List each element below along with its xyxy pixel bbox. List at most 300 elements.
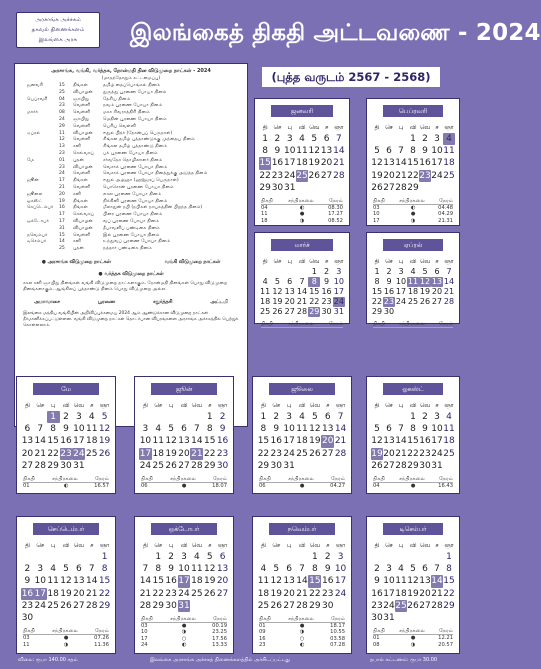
day-cell: 8 bbox=[260, 424, 267, 435]
holiday-month bbox=[27, 246, 59, 253]
footer-postage: தபால் கட்டணம்: ரூபா 30.00 bbox=[370, 657, 438, 663]
holiday-weekday: புதன் bbox=[73, 157, 84, 163]
day-cell: 17 bbox=[73, 436, 85, 447]
day-cell: 21 bbox=[395, 170, 407, 181]
day-cell: 7 bbox=[337, 412, 344, 422]
moon-phase-table bbox=[373, 476, 453, 489]
day-cell: 28 bbox=[431, 600, 443, 611]
day-cell: 21 bbox=[333, 158, 345, 169]
empty-day-cell bbox=[395, 133, 407, 145]
holiday-weekday: வெள்ளி bbox=[73, 137, 91, 143]
holiday-month bbox=[27, 165, 59, 172]
day-cell: 11 bbox=[395, 576, 407, 587]
phase-symbol: ◐ bbox=[410, 205, 416, 211]
month-calendar bbox=[134, 376, 234, 494]
day-cell: 3 bbox=[386, 564, 392, 575]
day-cell: 26 bbox=[371, 182, 383, 193]
footer-printer: இலங்கை அரசாங்க அச்சகத் திணைக்களத்தில் அச்சிடப்பட்டது bbox=[150, 657, 290, 663]
day-cell: 26 bbox=[407, 600, 419, 611]
weekday-label: வி bbox=[62, 543, 70, 549]
day-cell: 2 bbox=[24, 564, 31, 575]
holiday-date: 14 bbox=[59, 239, 65, 245]
day-cell: 24 bbox=[73, 448, 85, 459]
day-cell: 15 bbox=[259, 158, 271, 169]
month-calendar bbox=[134, 516, 234, 654]
day-cell: 10 bbox=[283, 146, 296, 157]
day-cell: 26 bbox=[419, 297, 431, 306]
day-cell: 23 bbox=[270, 448, 282, 459]
holiday-date: 13 bbox=[59, 144, 65, 150]
day-cell: 20 bbox=[216, 576, 229, 587]
phase-date: 11 bbox=[23, 641, 30, 648]
day-cell: 6 bbox=[386, 424, 392, 435]
empty-day-cell bbox=[165, 411, 178, 423]
day-cell: 23 bbox=[371, 600, 383, 611]
weekday-label: வி bbox=[180, 543, 188, 549]
empty-day-cell bbox=[72, 551, 85, 563]
day-cell: 4 bbox=[262, 277, 268, 286]
phase-symbol: ● bbox=[299, 623, 305, 629]
day-cell: 25 bbox=[85, 448, 98, 459]
day-cell: 15 bbox=[47, 436, 59, 447]
day-cell: 9 bbox=[168, 564, 174, 575]
day-cell: 7 bbox=[446, 267, 452, 276]
day-cell: 18 bbox=[260, 297, 271, 306]
day-cell: 24 bbox=[431, 448, 443, 459]
day-cell: 7 bbox=[142, 564, 149, 575]
holiday-date: 31 bbox=[59, 225, 65, 231]
weekday-label: ஞா bbox=[444, 125, 454, 131]
weekday-label: வெ bbox=[309, 259, 320, 265]
holiday-month: ஒக்டோபர் bbox=[27, 218, 49, 224]
day-cell: 6 bbox=[434, 267, 440, 276]
moon-phase-header: நேரம் bbox=[439, 321, 453, 327]
empty-day-cell bbox=[296, 460, 309, 472]
day-cell: 27 bbox=[320, 170, 333, 181]
holiday-month bbox=[27, 185, 59, 192]
holiday-row bbox=[15, 151, 247, 158]
day-cell: 3 bbox=[37, 564, 44, 575]
weekday-label: செ bbox=[272, 543, 281, 549]
day-cell: 25 bbox=[443, 448, 455, 459]
day-cell: 8 bbox=[410, 146, 416, 157]
moon-phase-header: நேரம் bbox=[331, 616, 345, 622]
moon-phase-header: நேரம் bbox=[439, 198, 453, 204]
holiday-name: தமிழ் தைப்பொங்கல் தினம் bbox=[103, 83, 160, 88]
empty-day-cell bbox=[443, 307, 455, 317]
empty-day-cell bbox=[296, 551, 309, 563]
holiday-row bbox=[15, 212, 247, 219]
day-cell: 22 bbox=[98, 588, 111, 599]
weekday-label: வி bbox=[409, 125, 417, 131]
day-cell: 27 bbox=[73, 600, 85, 611]
empty-day-cell bbox=[308, 460, 321, 472]
holiday-weekday: ஞாயிறு bbox=[73, 96, 89, 102]
day-cell: 14 bbox=[296, 576, 308, 587]
weekday-label: வெ bbox=[419, 403, 431, 409]
day-cell: 22 bbox=[443, 588, 455, 599]
phase-symbol: ◐ bbox=[299, 642, 305, 649]
day-cell: 25 bbox=[443, 170, 455, 181]
month-name: மே bbox=[33, 383, 99, 395]
day-cell: 23 bbox=[21, 600, 34, 611]
weekday-label: வெ bbox=[309, 543, 320, 549]
day-cell: 28 bbox=[443, 297, 455, 306]
weekday-label: வெ bbox=[191, 403, 202, 409]
month-calendar bbox=[366, 232, 460, 327]
moon-phase-header: சந்திரகலை bbox=[52, 628, 78, 635]
empty-day-cell bbox=[139, 551, 152, 563]
holiday-date: 15 bbox=[59, 232, 65, 238]
moon-phase-header: நேரம் bbox=[439, 476, 453, 482]
day-cell: 11 bbox=[47, 576, 59, 587]
day-cell: 13 bbox=[284, 287, 295, 296]
empty-day-cell bbox=[284, 267, 296, 277]
legend-mercantile: ● வர்த்தக விடுமுறை நாட்கள் bbox=[98, 271, 164, 277]
weekday-label: பு bbox=[286, 543, 292, 549]
day-cell: 25 bbox=[152, 460, 164, 471]
day-cell: 26 bbox=[371, 460, 383, 471]
holiday-weekday: வியாழன் bbox=[73, 218, 93, 224]
day-cell: 9 bbox=[374, 576, 380, 587]
day-cell: 12 bbox=[309, 424, 321, 435]
day-cell: 10 bbox=[178, 564, 190, 575]
weekday-label: ச bbox=[326, 543, 330, 549]
weekday-label: வி bbox=[409, 543, 417, 549]
day-grid bbox=[371, 541, 455, 624]
phase-date: 17 bbox=[141, 635, 148, 642]
day-cell: 26 bbox=[60, 600, 72, 611]
day-cell: 19 bbox=[60, 588, 72, 599]
day-cell: 1 bbox=[410, 412, 416, 422]
day-cell: 9 bbox=[422, 424, 428, 435]
day-cell: 23 bbox=[216, 448, 229, 459]
day-cell: 11 bbox=[257, 576, 270, 587]
day-cell: 20 bbox=[383, 448, 395, 459]
day-cell: 20 bbox=[283, 588, 295, 599]
day-cell: 30 bbox=[321, 307, 332, 316]
day-cell: 17 bbox=[34, 588, 46, 599]
holiday-month bbox=[27, 103, 59, 110]
holiday-name: நிக்கினி பூரணை போயா தினம் bbox=[103, 198, 168, 204]
day-cell: 10 bbox=[73, 424, 85, 435]
phase-date: 06 bbox=[141, 483, 148, 489]
day-cell: 8 bbox=[410, 424, 416, 435]
day-cell: 9 bbox=[219, 424, 226, 435]
empty-day-cell bbox=[283, 551, 296, 563]
phase-time: 08.30 bbox=[328, 205, 343, 211]
day-cell: 24 bbox=[431, 170, 443, 181]
empty-day-cell bbox=[271, 267, 283, 277]
day-cell: 17 bbox=[431, 158, 443, 169]
weekday-label: ஞா bbox=[444, 403, 454, 409]
empty-day-cell bbox=[407, 307, 419, 317]
day-cell: 18 bbox=[407, 287, 419, 296]
empty-day-cell bbox=[407, 551, 419, 563]
holiday-name: ஈதுல் அழ்ஹா (ஹஜ்ஜுப் பெருநாள்) bbox=[103, 178, 179, 184]
weekday-label: தி bbox=[374, 543, 380, 549]
day-cell: 14 bbox=[85, 576, 98, 587]
empty-day-cell bbox=[320, 182, 332, 194]
day-cell: 19 bbox=[270, 588, 282, 599]
phase-date: 04 bbox=[261, 205, 268, 211]
weekday-label: ச bbox=[324, 125, 329, 131]
weekday-label: செ bbox=[36, 403, 45, 409]
day-cell: 23 bbox=[321, 297, 332, 306]
moon-phase-header: சந்திரகலை bbox=[288, 321, 314, 327]
day-cell: 5 bbox=[273, 564, 280, 575]
moon-phase-header: திகதி bbox=[373, 198, 385, 204]
weekday-label: ஞா bbox=[99, 543, 110, 549]
day-cell: 1 bbox=[311, 267, 317, 276]
day-cell: 7 bbox=[434, 564, 440, 575]
moon-phase-header: சந்திரகலை bbox=[288, 476, 314, 482]
moon-legend-quarter: சதுர்த்தசி bbox=[153, 300, 173, 306]
holiday-notes: சகல சனி ஞாயிறு தினங்கள் வங்கி விடுமுறை நாட்களாகும். நோன்மதி தினங்கள் பொது விடுமுறை தினங்களாகும். ஆங்கிலப் புத்தாண்டு தினம் பொது விடுமுறை அல்ல. bbox=[23, 280, 228, 293]
holiday-weekday: வெள்ளி bbox=[73, 103, 91, 109]
holiday-row bbox=[15, 226, 247, 233]
empty-day-cell bbox=[395, 307, 407, 317]
month-name: மார்ச் bbox=[271, 239, 333, 251]
day-cell: 10 bbox=[383, 576, 395, 587]
day-cell: 6 bbox=[24, 424, 31, 435]
weekday-label: வெ bbox=[419, 125, 431, 131]
holiday-row bbox=[15, 178, 247, 185]
moon-legend-new: அமாவாசை bbox=[33, 300, 60, 306]
phase-time: 07.26 bbox=[94, 635, 110, 642]
month-name: ஓகஸ்ட் bbox=[383, 383, 443, 395]
month-name: ஜூன் bbox=[151, 383, 217, 395]
holiday-date: 17 bbox=[59, 218, 65, 224]
day-cell: 18 bbox=[191, 576, 203, 587]
holiday-row bbox=[15, 185, 247, 192]
day-cell: 3 bbox=[434, 134, 440, 144]
day-cell: 13 bbox=[431, 277, 443, 286]
day-cell: 12 bbox=[203, 564, 216, 575]
holiday-date: 01 bbox=[59, 157, 65, 163]
empty-day-cell bbox=[85, 612, 98, 624]
day-cell: 16 bbox=[21, 588, 34, 599]
moon-phase-row bbox=[261, 218, 343, 224]
day-cell: 9 bbox=[274, 146, 281, 157]
day-cell: 5 bbox=[274, 277, 280, 286]
phase-symbol: ● bbox=[299, 211, 305, 218]
day-cell: 13 bbox=[320, 146, 333, 157]
day-cell: 2 bbox=[324, 552, 331, 562]
moon-phase-header: திகதி bbox=[373, 628, 385, 635]
phase-symbol: ◐ bbox=[63, 483, 69, 489]
day-cell: 20 bbox=[284, 297, 295, 306]
weekday-label: தி bbox=[262, 259, 268, 265]
day-cell: 22 bbox=[407, 170, 419, 181]
day-cell: 15 bbox=[407, 158, 419, 169]
weekday-label: ஞா bbox=[335, 543, 346, 549]
moon-phase-header: நேரம் bbox=[439, 628, 453, 635]
weekday-label: பு bbox=[398, 543, 404, 549]
holiday-row bbox=[15, 192, 247, 199]
weekday-label: ச bbox=[90, 403, 94, 409]
day-cell: 23 bbox=[419, 170, 431, 181]
day-cell: 2 bbox=[274, 134, 281, 144]
day-cell: 29 bbox=[371, 307, 383, 316]
day-cell: 19 bbox=[407, 588, 419, 599]
holiday-month bbox=[27, 137, 59, 144]
phase-time: 04.29 bbox=[438, 211, 454, 218]
holiday-date: 23 bbox=[59, 150, 65, 156]
moon-phase-header: திகதி bbox=[373, 476, 385, 482]
month-calendar bbox=[366, 376, 460, 494]
day-cell: 5 bbox=[374, 424, 380, 435]
day-cell: 13 bbox=[383, 436, 395, 447]
day-cell: 5 bbox=[311, 134, 318, 144]
day-cell: 8 bbox=[374, 277, 380, 286]
day-cell: 30 bbox=[165, 600, 177, 611]
holiday-month bbox=[27, 90, 59, 97]
holiday-month bbox=[27, 144, 59, 151]
weekday-label: வி bbox=[409, 403, 417, 409]
day-cell: 16 bbox=[321, 287, 332, 296]
day-cell: 30 bbox=[383, 307, 395, 316]
holiday-month: மே bbox=[27, 157, 34, 163]
day-cell: 2 bbox=[422, 134, 428, 144]
stamp-line-2: தகவல் திணைக்களம் bbox=[31, 27, 85, 33]
moon-phase-header: சந்திரகலை bbox=[288, 616, 314, 622]
day-cell: 30 bbox=[216, 460, 229, 471]
day-cell: 2 bbox=[273, 412, 280, 422]
day-cell: 9 bbox=[24, 576, 31, 587]
day-cell: 1 bbox=[206, 412, 213, 422]
day-cell: 25 bbox=[296, 170, 308, 181]
day-cell: 25 bbox=[395, 600, 407, 611]
day-cell: 11 bbox=[191, 564, 203, 575]
day-cell: 7 bbox=[88, 564, 95, 575]
stamp-line-3: இலங்கை அரசு bbox=[38, 37, 78, 43]
day-cell: 22 bbox=[257, 448, 270, 459]
phase-date: 10 bbox=[373, 211, 380, 218]
holiday-month: மார்ச் bbox=[27, 110, 39, 116]
day-cell: 19 bbox=[371, 448, 383, 459]
moon-phase-header: சந்திரகலை bbox=[288, 198, 314, 204]
day-cell: 28 bbox=[296, 307, 308, 316]
buddhist-year-subtitle: (புத்த வருடம் 2567 - 2568) bbox=[262, 67, 440, 87]
day-cell: 13 bbox=[73, 576, 85, 587]
day-cell: 22 bbox=[371, 297, 383, 306]
weekday-label: தி bbox=[143, 543, 148, 549]
day-cell: 4 bbox=[88, 412, 95, 422]
day-cell: 3 bbox=[181, 552, 187, 562]
weekday-label: ஞா bbox=[217, 543, 228, 549]
empty-day-cell bbox=[60, 551, 73, 563]
day-cell: 9 bbox=[273, 424, 280, 435]
day-grid bbox=[21, 541, 111, 624]
phase-time: 16.43 bbox=[438, 483, 454, 489]
day-cell: 4 bbox=[260, 564, 267, 575]
empty-day-cell bbox=[296, 182, 308, 194]
phase-symbol: ◑ bbox=[410, 217, 416, 224]
day-cell: 11 bbox=[260, 287, 271, 296]
phase-time: 11.36 bbox=[94, 641, 110, 648]
holiday-name: உந்துவப் பூரணை போயா தினம் bbox=[103, 239, 171, 245]
day-cell: 27 bbox=[321, 448, 334, 459]
phase-date: 10 bbox=[141, 629, 148, 636]
day-cell: 7 bbox=[398, 146, 404, 157]
moon-phase-header: திகதி bbox=[23, 476, 35, 482]
day-cell: 16 bbox=[270, 436, 282, 447]
day-cell: 31 bbox=[73, 460, 85, 471]
phase-symbol: ◑ bbox=[410, 641, 416, 648]
day-cell: 18 bbox=[443, 436, 455, 447]
phase-time: 04.48 bbox=[438, 205, 454, 211]
day-cell: 28 bbox=[395, 182, 407, 193]
phase-symbol: ● bbox=[299, 483, 305, 489]
moon-phase-header: சந்திரகலை bbox=[399, 628, 425, 635]
day-cell: 21 bbox=[431, 588, 443, 599]
phase-date: 16 bbox=[259, 635, 266, 642]
weekday-label: ச bbox=[324, 259, 329, 265]
day-cell: 22 bbox=[407, 448, 419, 459]
day-cell: 24 bbox=[178, 588, 190, 599]
moon-phase-table bbox=[141, 616, 227, 649]
day-cell: 5 bbox=[206, 552, 213, 562]
day-cell: 19 bbox=[419, 287, 431, 296]
day-cell: 14 bbox=[395, 158, 407, 169]
holiday-date: 23 bbox=[59, 164, 65, 170]
empty-day-cell bbox=[270, 551, 283, 563]
phase-date: 01 bbox=[373, 635, 380, 642]
day-cell: 25 bbox=[407, 297, 419, 306]
holiday-date: 12 bbox=[59, 137, 65, 143]
day-cell: 30 bbox=[60, 460, 72, 471]
phase-symbol: ● bbox=[410, 211, 416, 218]
holiday-legend bbox=[15, 259, 247, 265]
weekday-label: செ bbox=[385, 259, 393, 265]
month-name: டிசெம்பர் bbox=[383, 523, 443, 535]
holiday-name: சிங்கள தமிழ் புத்தாண்டு தினம் bbox=[103, 144, 167, 150]
weekday-label: வி bbox=[180, 403, 188, 409]
moon-phase-header: திகதி bbox=[23, 628, 35, 635]
empty-day-cell bbox=[383, 411, 395, 423]
phase-date: 09 bbox=[259, 629, 266, 636]
holiday-list-heading: அரசாங்க, வங்கி, வர்த்தக, நோன்மதி தின விடுமுறை நாட்கள் - 2024 bbox=[51, 68, 211, 74]
holiday-date: 29 bbox=[59, 123, 65, 129]
weekday-label: பு bbox=[50, 403, 56, 409]
day-cell: 9 bbox=[63, 424, 69, 435]
day-cell: 23 bbox=[271, 170, 284, 181]
holiday-name: நவம் பூரணை போயா தினம் bbox=[103, 103, 163, 109]
day-cell: 15 bbox=[98, 576, 111, 587]
day-cell: 16 bbox=[419, 436, 431, 447]
phase-date: 18 bbox=[261, 217, 268, 224]
holiday-month bbox=[27, 151, 59, 158]
weekday-label: ச bbox=[435, 259, 439, 265]
moon-phase-header: திகதி bbox=[141, 616, 153, 622]
day-cell: 24 bbox=[334, 588, 347, 599]
holiday-weekday: திங்கள் bbox=[73, 205, 88, 211]
holiday-date: 20 bbox=[59, 191, 65, 197]
empty-day-cell bbox=[334, 460, 347, 472]
moon-phase-header: திகதி bbox=[261, 198, 273, 204]
phase-symbol: ◐ bbox=[181, 642, 187, 649]
phase-time: 18.07 bbox=[212, 483, 228, 489]
day-cell: 20 bbox=[419, 588, 431, 599]
day-cell: 25 bbox=[47, 600, 59, 611]
weekday-label: வெ bbox=[191, 543, 202, 549]
day-cell: 29 bbox=[309, 600, 321, 611]
moon-phase-table bbox=[259, 616, 345, 649]
holiday-row bbox=[15, 110, 247, 117]
empty-day-cell bbox=[139, 411, 152, 423]
day-cell: 15 bbox=[309, 576, 321, 587]
